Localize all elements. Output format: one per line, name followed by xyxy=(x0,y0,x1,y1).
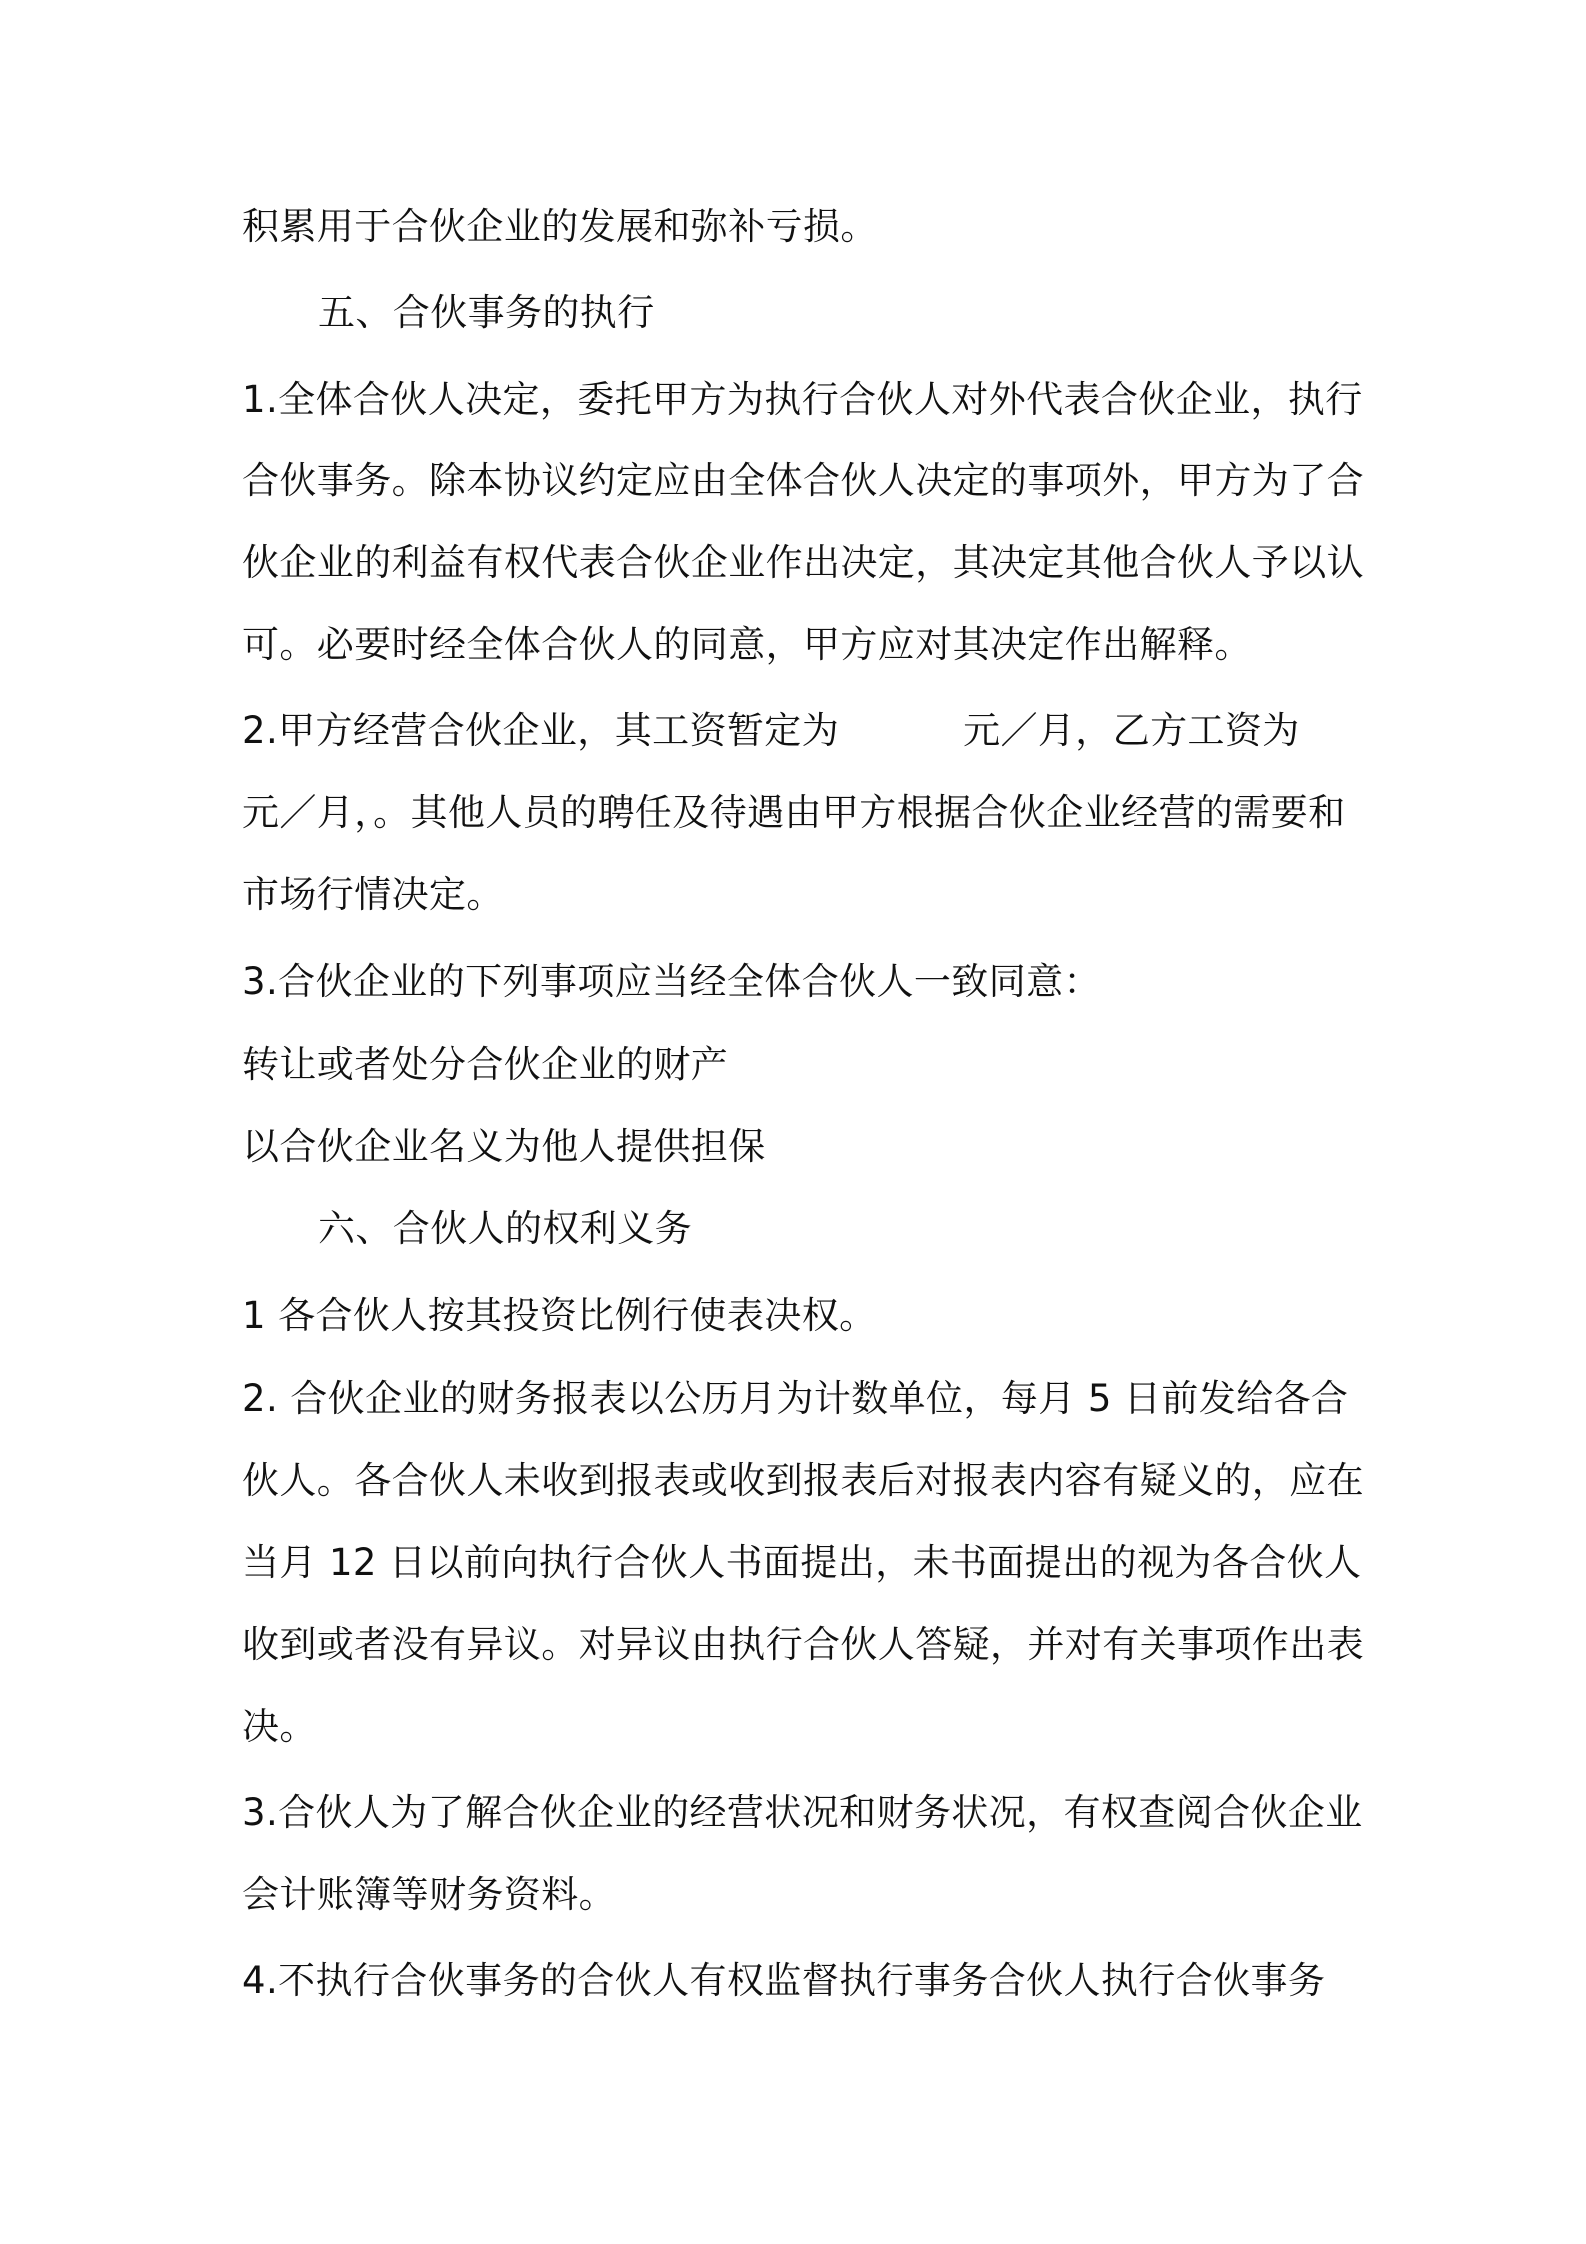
text-line: 元／月，。其他人员的聘任及待遇由甲方根据合伙企业经营的需要和 xyxy=(242,791,1346,834)
text-line: 积累用于合伙企业的发展和弥补亏损。 xyxy=(242,205,878,248)
text-line: 决。 xyxy=(242,1705,317,1748)
text-line: 收到或者没有异议。对异议由执行合伙人答疑，并对有关事项作出表 xyxy=(242,1623,1364,1666)
text-line xyxy=(242,708,1352,754)
text-line: 合伙事务。除本协议约定应由全体合伙人决定的事项外，甲方为了合 xyxy=(242,459,1364,502)
text-segment: 2.甲方经营合伙企业，其工资暂定为 xyxy=(242,709,840,752)
text-line: 3.合伙人为了解合伙企业的经营状况和财务状况，有权查阅合伙企业 xyxy=(242,1791,1363,1834)
text-line: 伙人。各合伙人未收到报表或收到报表后对报表内容有疑义的，应在 xyxy=(242,1459,1364,1502)
text-line: 4.不执行合伙事务的合伙人有权监督执行事务合伙人执行合伙事务 xyxy=(242,1959,1326,2002)
text-line: 伙企业的利益有权代表合伙企业作出决定，其决定其他合伙人予以认 xyxy=(242,541,1364,584)
section-heading: 五、合伙事务的执行 xyxy=(318,291,655,334)
text-line: 3.合伙企业的下列事项应当经全体合伙人一致同意： xyxy=(242,960,1101,1003)
text-line: 1.全体合伙人决定，委托甲方为执行合伙人对外代表合伙企业，执行 xyxy=(242,378,1363,421)
text-line: 市场行情决定。 xyxy=(242,873,504,916)
text-line: 以合伙企业名义为他人提供担保 xyxy=(242,1125,766,1168)
text-line: 当月 12 日以前向执行合伙人书面提出，未书面提出的视为各合伙人 xyxy=(242,1541,1362,1584)
section-heading: 六、合伙人的权利义务 xyxy=(318,1207,692,1250)
text-line: 可。必要时经全体合伙人的同意，甲方应对其决定作出解释。 xyxy=(242,623,1252,666)
text-line: 1 各合伙人按其投资比例行使表决权。 xyxy=(242,1294,877,1337)
text-line: 会计账簿等财务资料。 xyxy=(242,1873,616,1916)
text-segment: 元／月，乙方工资为 xyxy=(963,709,1300,752)
text-line: 转让或者处分合伙企业的财产 xyxy=(242,1043,729,1086)
text-line: 2. 合伙企业的财务报表以公历月为计数单位，每月 5 日前发给各合 xyxy=(242,1377,1349,1420)
